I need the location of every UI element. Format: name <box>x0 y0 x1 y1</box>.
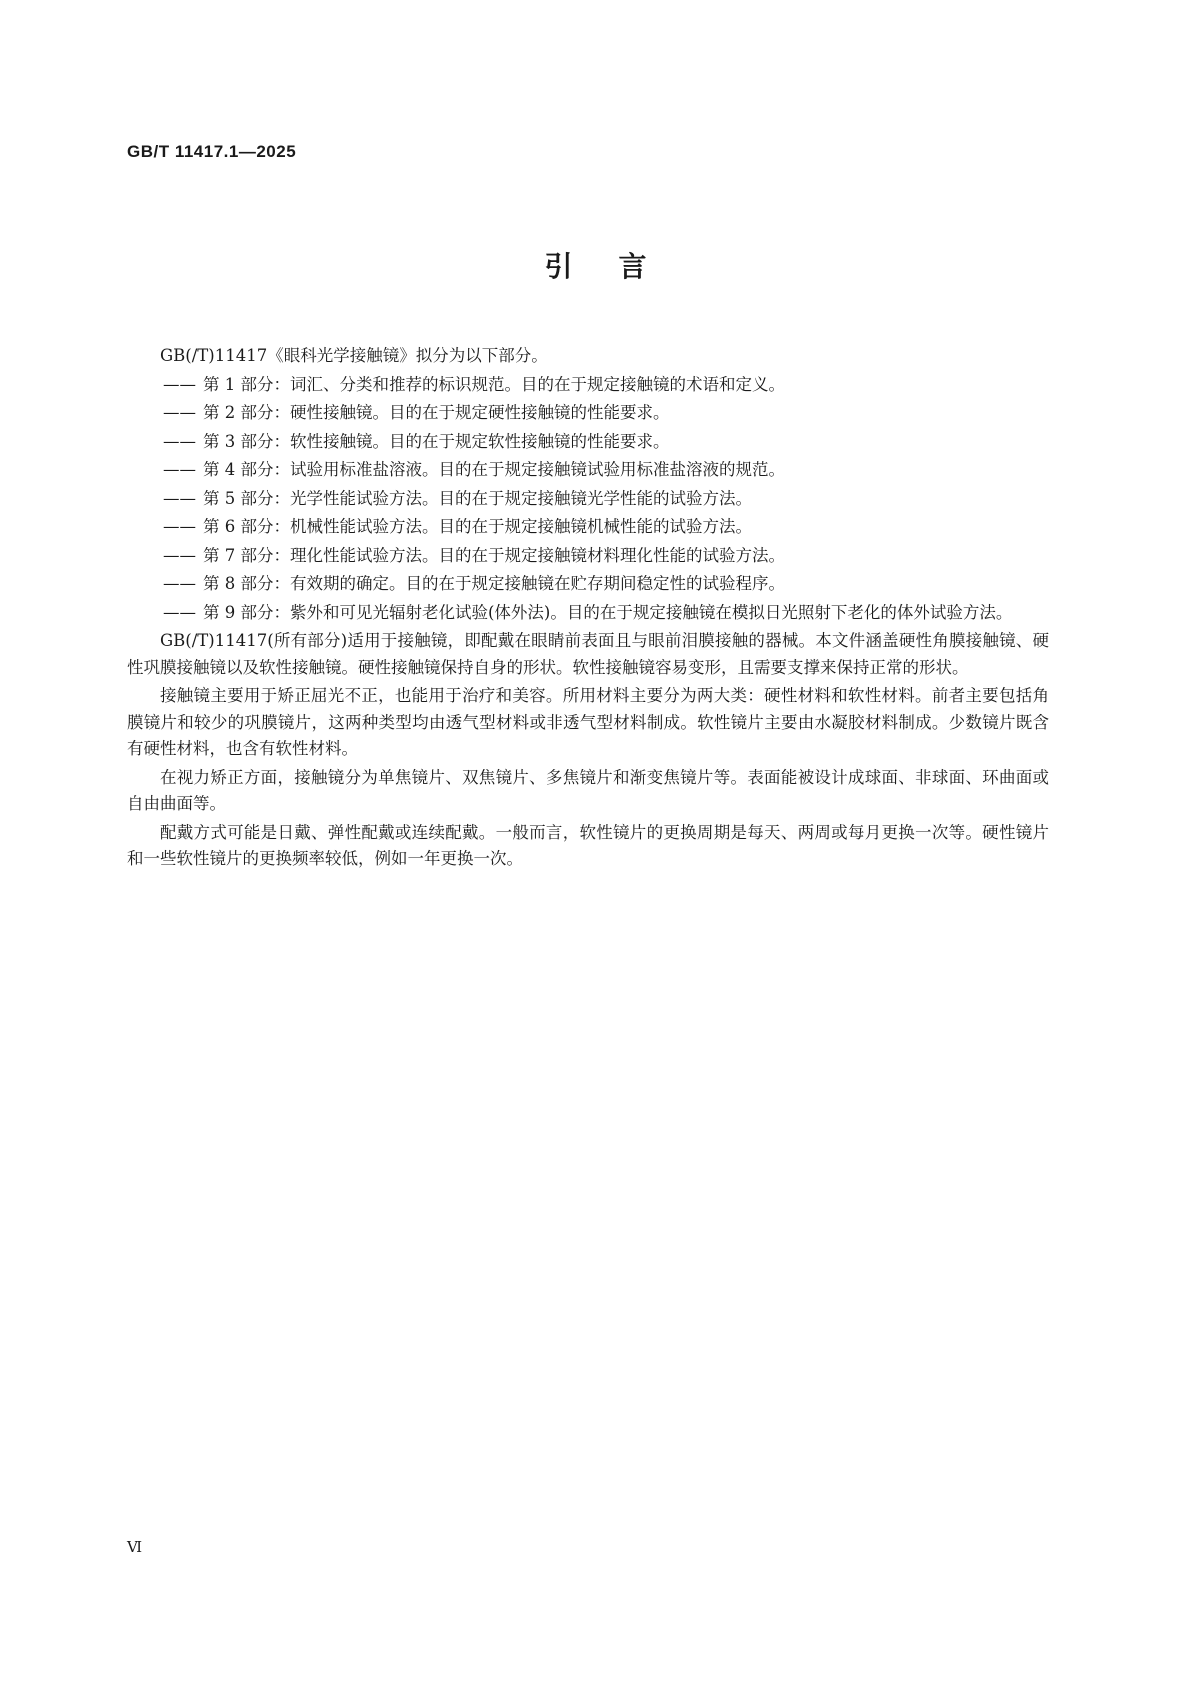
list-item-text: 第 2 部分：硬性接触镜。目的在于规定硬性接触镜的性能要求。 <box>203 403 670 422</box>
body-paragraph: 配戴方式可能是日戴、弹性配戴或连续配戴。一般而言，软性镜片的更换周期是每天、两周或每月更换一次等。硬性镜片和一些软性镜片的更换频率较低，例如一年更换一次。 <box>127 822 1049 868</box>
list-item <box>127 486 1049 513</box>
dash-marker: —— <box>163 545 196 565</box>
page-number: Ⅵ <box>127 1538 143 1556</box>
dash-marker: —— <box>163 574 196 593</box>
dash-marker: —— <box>163 517 196 536</box>
body-paragraph: 接触镜主要用于矫正屈光不正，也能用于治疗和美容。所用材料主要分为两大类：硬性材料和软性材料。前者主要包括角膜镜片和较少的巩膜镜片，这两种类型均由透气型材料或非透气型材料制成。软性镜片主要由水凝胶材料制成。少数镜片既含有硬性材料，也含有软性材料。 <box>127 686 1049 758</box>
list-item-text: 第 1 部分：词汇、分类和推荐的标识规范。目的在于规定接触镜的术语和定义。 <box>203 374 785 394</box>
dash-marker: —— <box>163 374 196 394</box>
list-item <box>127 600 1049 627</box>
body-paragraph: 在视力矫正方面，接触镜分为单焦镜片、双焦镜片、多焦镜片和渐变焦镜片等。表面能被设计成球面、非球面、环曲面或自由曲面等。 <box>127 767 1049 813</box>
list-item <box>127 400 1049 427</box>
list-item-text: 第 4 部分：试验用标准盐溶液。目的在于规定接触镜试验用标准盐溶液的规范。 <box>203 460 785 479</box>
page-title: 引言 <box>544 250 693 283</box>
document-body <box>127 343 1049 875</box>
dash-marker: —— <box>163 488 196 508</box>
list-item <box>127 514 1049 541</box>
dash-marker: —— <box>163 431 196 451</box>
list-item-text: 第 5 部分：光学性能试验方法。目的在于规定接触镜光学性能的试验方法。 <box>203 488 752 508</box>
body-paragraph: GB(/T)11417(所有部分)适用于接触镜，即配戴在眼睛前表面且与眼前泪膜接触的器械。本文件涵盖硬性角膜接触镜、硬性巩膜接触镜以及软性接触镜。硬性接触镜保持自身的形状。软性接触镜容易变形，且需要支撑来保持正常的形状。 <box>127 631 1049 677</box>
list-item <box>127 429 1049 456</box>
dash-marker: —— <box>163 403 196 422</box>
list-item <box>127 372 1049 399</box>
dash-marker: —— <box>163 602 196 622</box>
list-item-text: 第 8 部分：有效期的确定。目的在于规定接触镜在贮存期间稳定性的试验程序。 <box>203 574 785 593</box>
document-code: GB/T 11417.1—2025 <box>127 142 297 161</box>
list-item <box>127 457 1049 484</box>
list-item-text: 第 7 部分：理化性能试验方法。目的在于规定接触镜材料理化性能的试验方法。 <box>203 545 785 565</box>
list-item-text: 第 9 部分：紫外和可见光辐射老化试验(体外法)。目的在于规定接触镜在模拟日光照射下老化的体外试验方法。 <box>203 602 1013 622</box>
dash-marker: —— <box>163 460 196 479</box>
list-item <box>127 543 1049 570</box>
list-item-text: 第 6 部分：机械性能试验方法。目的在于规定接触镜机械性能的试验方法。 <box>203 517 752 536</box>
list-item <box>127 571 1049 598</box>
intro-paragraph: GB(/T)11417《眼科光学接触镜》拟分为以下部分。 <box>160 346 548 365</box>
list-item-text: 第 3 部分：软性接触镜。目的在于规定软性接触镜的性能要求。 <box>203 431 670 451</box>
parts-list <box>127 372 1049 627</box>
